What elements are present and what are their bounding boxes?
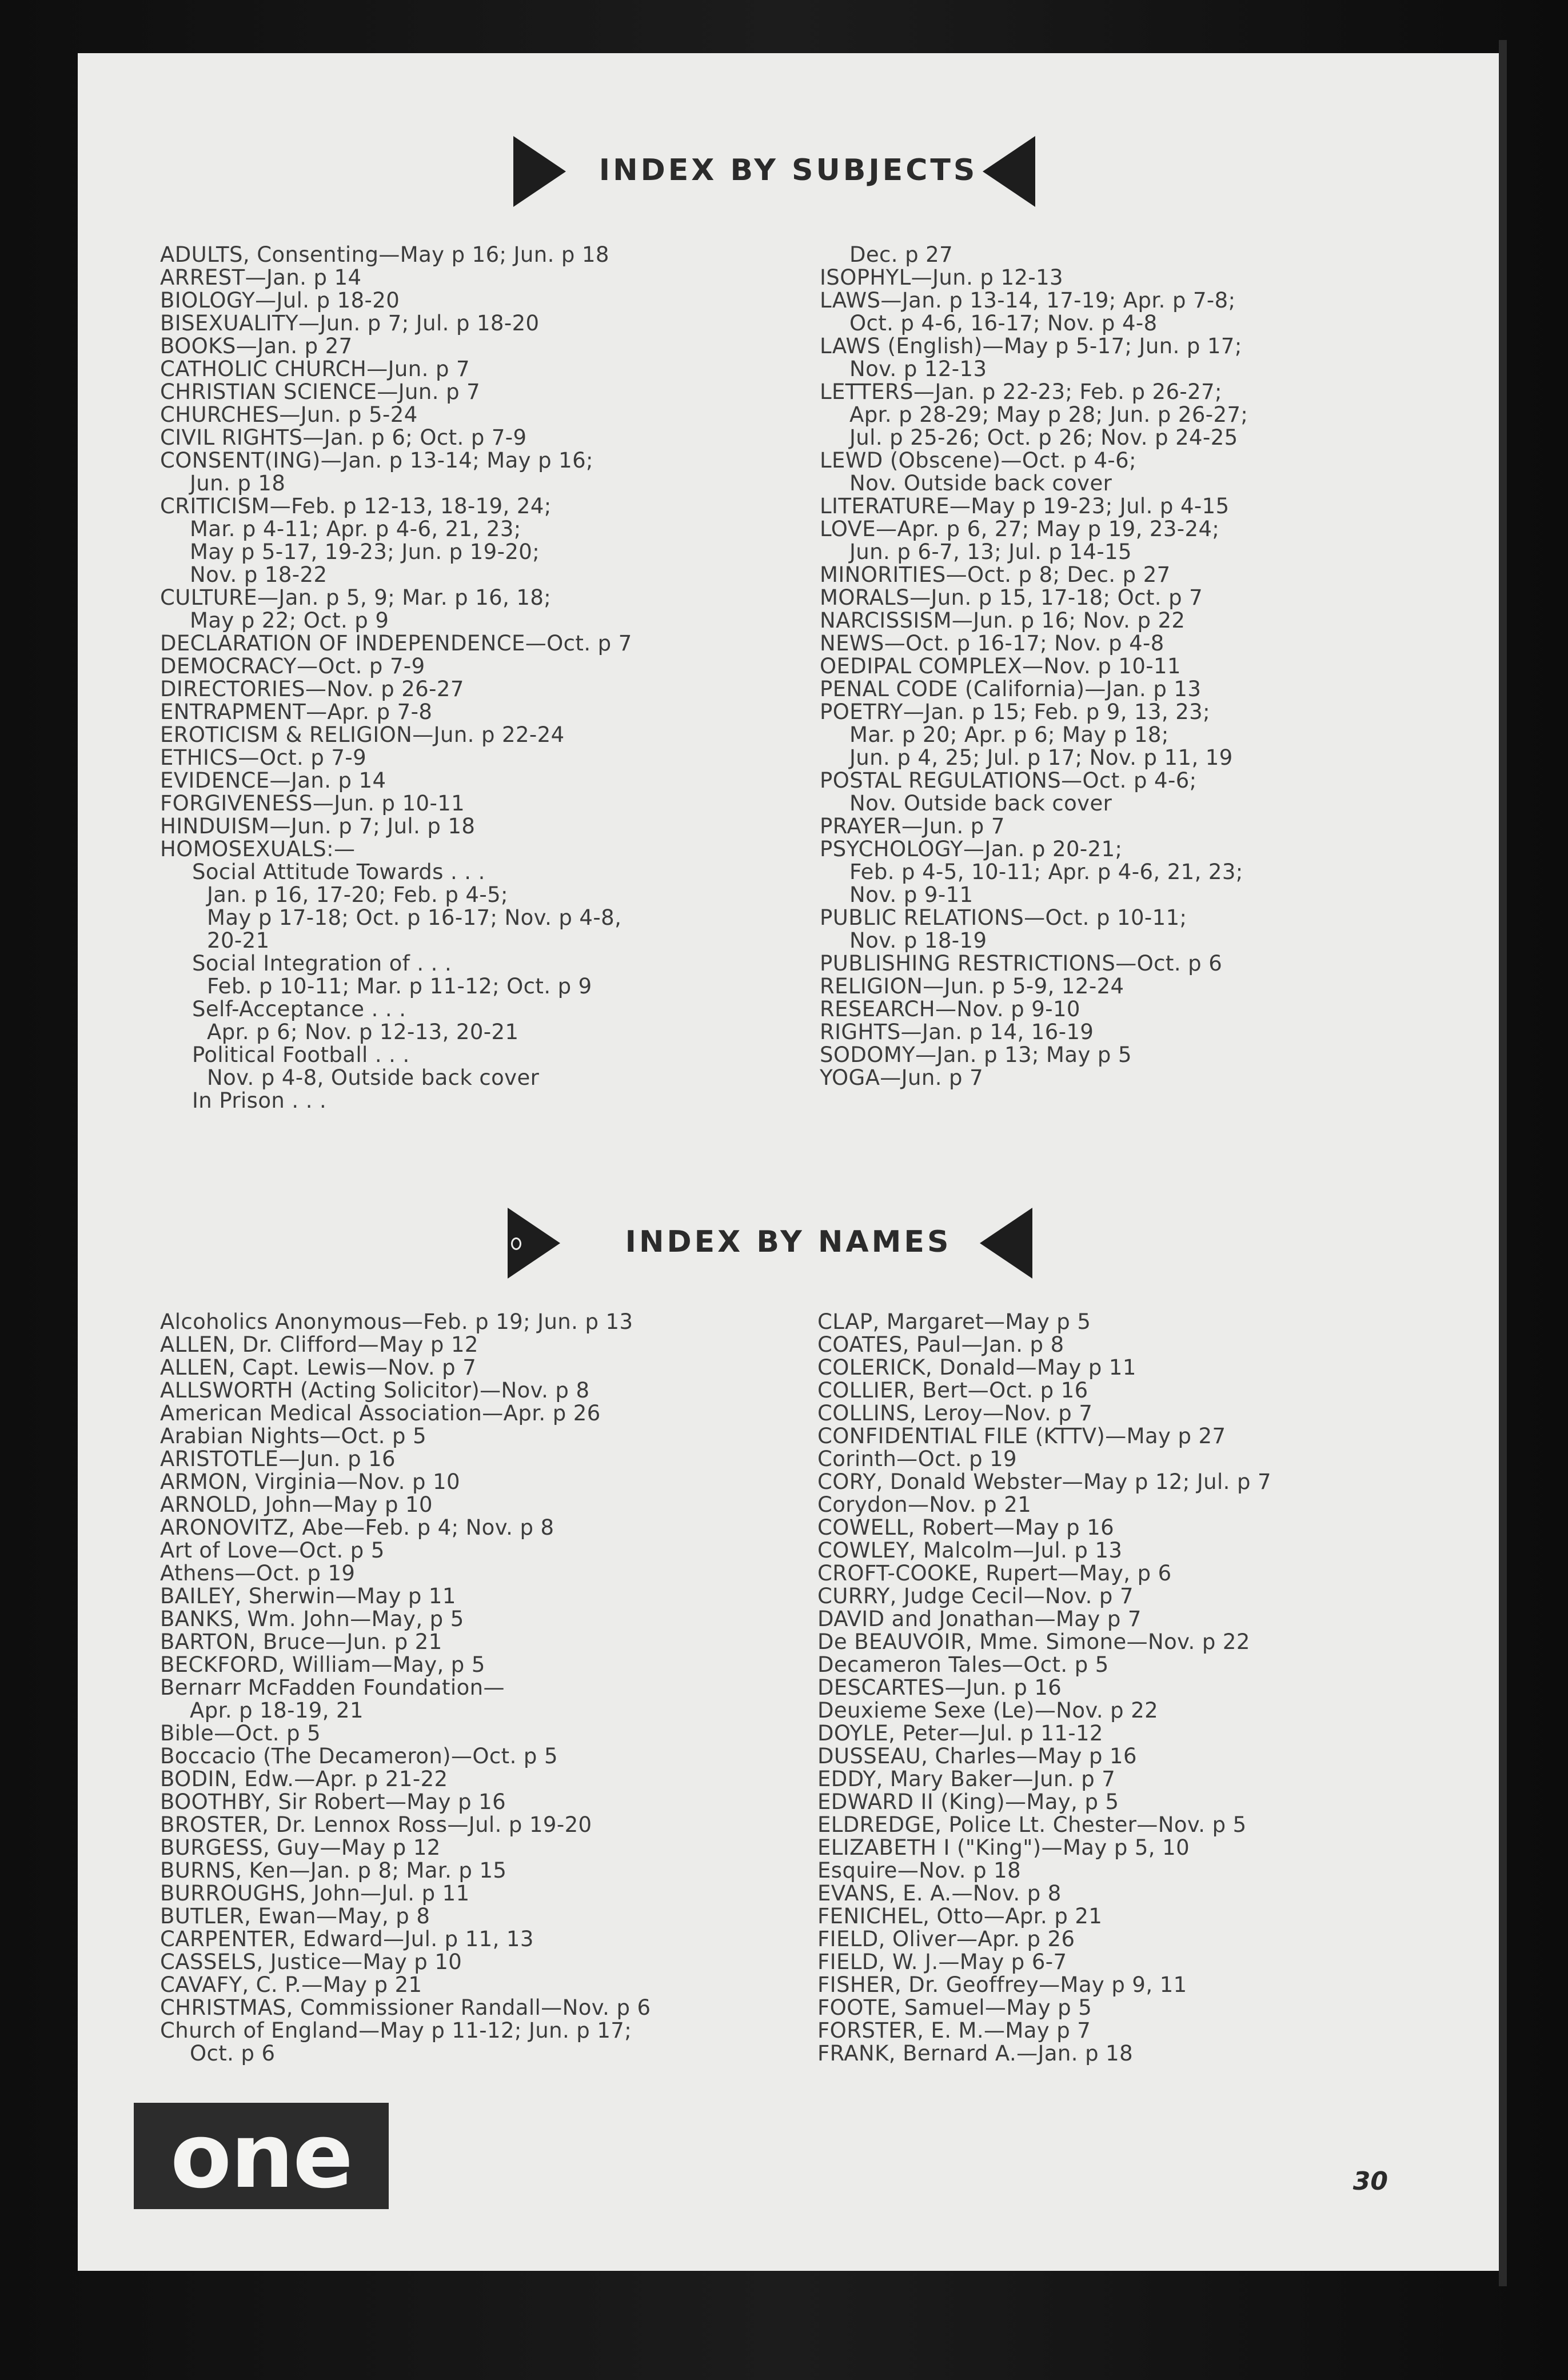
index-entry: Oct. p 6 [190, 2041, 276, 2066]
index-entry: BUTLER, Ewan—May, p 8 [160, 1904, 430, 1928]
index-entry: May p 17-18; Oct. p 16-17; Nov. p 4-8, [207, 905, 622, 930]
index-entry: CORY, Donald Webster—May p 12; Jul. p 7 [817, 1469, 1271, 1494]
index-entry: Corinth—Oct. p 19 [817, 1447, 1017, 1471]
index-entry: CATHOLIC CHURCH—Jun. p 7 [160, 357, 470, 381]
names-heading-label: INDEX BY NAMES [625, 1225, 952, 1259]
index-entry: Jun. p 6-7, 13; Jul. p 14-15 [849, 540, 1132, 564]
index-entry: ALLEN, Dr. Clifford—May p 12 [160, 1332, 478, 1357]
index-entry: Arabian Nights—Oct. p 5 [160, 1424, 427, 1448]
index-entry: FORSTER, E. M.—May p 7 [817, 2018, 1091, 2043]
index-entry: LAWS—Jan. p 13-14, 17-19; Apr. p 7-8; [820, 288, 1236, 313]
index-entry: CHRISTIAN SCIENCE—Jun. p 7 [160, 380, 481, 404]
index-entry: CAVAFY, C. P.—May p 21 [160, 1972, 422, 1997]
index-entry: Political Football . . . [192, 1043, 410, 1067]
index-entry: RESEARCH—Nov. p 9-10 [820, 997, 1080, 1021]
index-entry: BOOTHBY, Sir Robert—May p 16 [160, 1790, 506, 1814]
index-entry: CHURCHES—Jun. p 5-24 [160, 402, 418, 427]
index-entry: ISOPHYL—Jun. p 12-13 [820, 265, 1063, 290]
index-entry: DAVID and Jonathan—May p 7 [817, 1607, 1142, 1631]
index-entry: BOOKS—Jan. p 27 [160, 334, 353, 358]
index-entry: Nov. p 9-11 [849, 882, 973, 907]
index-entry: Bernarr McFadden Foundation— [160, 1675, 505, 1700]
index-entry: Art of Love—Oct. p 5 [160, 1538, 385, 1563]
index-entry: ADULTS, Consenting—May p 16; Jun. p 18 [160, 242, 609, 267]
index-entry: EROTICISM & RELIGION—Jun. p 22-24 [160, 722, 565, 747]
index-entry: Self-Acceptance . . . [192, 997, 406, 1021]
index-entry: BODIN, Edw.—Apr. p 21-22 [160, 1767, 448, 1791]
index-entry: Jun. p 18 [190, 471, 286, 496]
index-entry: BROSTER, Dr. Lennox Ross—Jul. p 19-20 [160, 1812, 592, 1837]
index-entry: FIELD, W. J.—May p 6-7 [817, 1950, 1067, 1974]
index-entry: LETTERS—Jan. p 22-23; Feb. p 26-27; [820, 380, 1222, 404]
index-entry: In Prison . . . [192, 1088, 327, 1113]
index-entry: CIVIL RIGHTS—Jan. p 6; Oct. p 7-9 [160, 425, 527, 450]
index-entry: Feb. p 4-5, 10-11; Apr. p 4-6, 21, 23; [849, 860, 1243, 884]
index-entry: BIOLOGY—Jul. p 18-20 [160, 288, 400, 313]
index-entry: Mar. p 20; Apr. p 6; May p 18; [849, 722, 1169, 747]
index-entry: BECKFORD, William—May, p 5 [160, 1652, 485, 1677]
index-entry: Bible—Oct. p 5 [160, 1721, 321, 1746]
index-entry: CHRISTMAS, Commissioner Randall—Nov. p 6 [160, 1995, 651, 2020]
index-entry: Jul. p 25-26; Oct. p 26; Nov. p 24-25 [849, 425, 1238, 450]
names-left-column [160, 1311, 651, 2065]
index-entry: CROFT-COOKE, Rupert—May, p 6 [817, 1561, 1172, 1586]
subjects-heading-arrow-left [983, 136, 1035, 207]
index-entry: COATES, Paul—Jan. p 8 [817, 1332, 1064, 1357]
index-entry: ALLEN, Capt. Lewis—Nov. p 7 [160, 1355, 477, 1380]
index-entry: Nov. p 12-13 [849, 357, 987, 381]
index-entry: Jun. p 4, 25; Jul. p 17; Nov. p 11, 19 [849, 745, 1233, 770]
index-entry: Deuxieme Sexe (Le)—Nov. p 22 [817, 1698, 1159, 1723]
index-entry: FRANK, Bernard A.—Jan. p 18 [817, 2041, 1134, 2066]
index-entry: NARCISSISM—Jun. p 16; Nov. p 22 [820, 608, 1186, 633]
index-entry: BARTON, Bruce—Jun. p 21 [160, 1630, 442, 1654]
subjects-right-column [820, 243, 1248, 1089]
index-entry: POSTAL REGULATIONS—Oct. p 4-6; [820, 768, 1197, 793]
index-entry: RELIGION—Jun. p 5-9, 12-24 [820, 974, 1124, 999]
index-entry: Apr. p 6; Nov. p 12-13, 20-21 [207, 1020, 519, 1044]
index-entry: LITERATURE—May p 19-23; Jul. p 4-15 [820, 494, 1230, 518]
index-entry: Nov. p 18-22 [190, 562, 328, 587]
index-page [78, 53, 1499, 2271]
index-entry: HINDUISM—Jun. p 7; Jul. p 18 [160, 814, 476, 838]
index-entry: Mar. p 4-11; Apr. p 4-6, 21, 23; [190, 517, 521, 541]
index-entry: CRITICISM—Feb. p 12-13, 18-19, 24; [160, 494, 552, 518]
index-entry: CONSENT(ING)—Jan. p 13-14; May p 16; [160, 448, 593, 473]
index-entry: May p 5-17, 19-23; Jun. p 19-20; [190, 540, 540, 564]
index-entry: NEWS—Oct. p 16-17; Nov. p 4-8 [820, 631, 1164, 656]
index-entry: Feb. p 10-11; Mar. p 11-12; Oct. p 9 [207, 974, 592, 999]
index-entry: FENICHEL, Otto—Apr. p 21 [817, 1904, 1103, 1928]
index-entry: May p 22; Oct. p 9 [190, 608, 389, 633]
index-entry: PUBLISHING RESTRICTIONS—Oct. p 6 [820, 951, 1223, 976]
index-entry: Decameron Tales—Oct. p 5 [817, 1652, 1109, 1677]
index-entry: PRAYER—Jun. p 7 [820, 814, 1005, 838]
index-entry: CULTURE—Jan. p 5, 9; Mar. p 16, 18; [160, 585, 552, 610]
index-entry: ARREST—Jan. p 14 [160, 265, 362, 290]
index-entry: PENAL CODE (California)—Jan. p 13 [820, 677, 1202, 701]
index-entry: LEWD (Obscene)—Oct. p 4-6; [820, 448, 1136, 473]
index-entry: LAWS (English)—May p 5-17; Jun. p 17; [820, 334, 1242, 358]
index-entry: ELDREDGE, Police Lt. Chester—Nov. p 5 [817, 1812, 1247, 1837]
index-entry: Athens—Oct. p 19 [160, 1561, 356, 1586]
index-entry: FISHER, Dr. Geoffrey—May p 9, 11 [817, 1972, 1187, 1997]
index-entry: Jan. p 16, 17-20; Feb. p 4-5; [207, 882, 508, 907]
index-entry: EDDY, Mary Baker—Jun. p 7 [817, 1767, 1116, 1791]
index-entry: BISEXUALITY—Jun. p 7; Jul. p 18-20 [160, 311, 540, 336]
index-entry: ETHICS—Oct. p 7-9 [160, 745, 367, 770]
index-entry: POETRY—Jan. p 15; Feb. p 9, 13, 23; [820, 700, 1210, 724]
index-entry: DEMOCRACY—Oct. p 7-9 [160, 654, 425, 678]
index-entry: Alcoholics Anonymous—Feb. p 19; Jun. p 13 [160, 1309, 633, 1334]
index-entry: Nov. p 18-19 [849, 928, 987, 953]
index-entry: FIELD, Oliver—Apr. p 26 [817, 1927, 1075, 1951]
subjects-heading-label: INDEX BY SUBJECTS [599, 153, 978, 187]
index-entry: American Medical Association—Apr. p 26 [160, 1401, 601, 1425]
index-entry: Corydon—Nov. p 21 [817, 1492, 1032, 1517]
index-entry: DESCARTES—Jun. p 16 [817, 1675, 1062, 1700]
index-entry: DUSSEAU, Charles—May p 16 [817, 1744, 1137, 1768]
index-entry: COWLEY, Malcolm—Jul. p 13 [817, 1538, 1123, 1563]
index-entry: ARISTOTLE—Jun. p 16 [160, 1447, 396, 1471]
index-entry: BANKS, Wm. John—May, p 5 [160, 1607, 464, 1631]
index-entry: ALLSWORTH (Acting Solicitor)—Nov. p 8 [160, 1378, 590, 1403]
index-entry: CARPENTER, Edward—Jul. p 11, 13 [160, 1927, 534, 1951]
index-entry: PSYCHOLOGY—Jan. p 20-21; [820, 837, 1123, 861]
index-entry: EDWARD II (King)—May, p 5 [817, 1790, 1119, 1814]
names-heading-arrow-left [980, 1208, 1032, 1279]
index-entry: Oct. p 4-6, 16-17; Nov. p 4-8 [849, 311, 1158, 336]
index-entry: EVANS, E. A.—Nov. p 8 [817, 1881, 1062, 1906]
index-entry: SODOMY—Jan. p 13; May p 5 [820, 1043, 1132, 1067]
index-entry: ARMON, Virginia—Nov. p 10 [160, 1469, 460, 1494]
index-entry: Esquire—Nov. p 18 [817, 1858, 1022, 1883]
index-entry: DIRECTORIES—Nov. p 26-27 [160, 677, 464, 701]
names-heading [78, 1223, 1499, 1259]
index-entry: ENTRAPMENT—Apr. p 7-8 [160, 700, 433, 724]
index-entry: Nov. p 4-8, Outside back cover [207, 1065, 540, 1090]
index-entry: 20-21 [207, 928, 270, 953]
index-entry: COLLIER, Bert—Oct. p 16 [817, 1378, 1088, 1403]
index-entry: FOOTE, Samuel—May p 5 [817, 1995, 1092, 2020]
index-entry: DOYLE, Peter—Jul. p 11-12 [817, 1721, 1103, 1746]
index-entry: DECLARATION OF INDEPENDENCE—Oct. p 7 [160, 631, 632, 656]
index-entry: COLLINS, Leroy—Nov. p 7 [817, 1401, 1093, 1425]
index-entry: OEDIPAL COMPLEX—Nov. p 10-11 [820, 654, 1181, 678]
index-entry: ARONOVITZ, Abe—Feb. p 4; Nov. p 8 [160, 1515, 554, 1540]
index-entry: BURROUGHS, John—Jul. p 11 [160, 1881, 470, 1906]
index-entry: HOMOSEXUALS:— [160, 837, 356, 861]
index-entry: CURRY, Judge Cecil—Nov. p 7 [817, 1584, 1134, 1608]
index-entry: ELIZABETH I ("King")—May p 5, 10 [817, 1835, 1190, 1860]
page-edge [1499, 40, 1507, 2286]
page-number: 30 [1352, 2167, 1388, 2196]
index-entry: RIGHTS—Jan. p 14, 16-19 [820, 1020, 1094, 1044]
index-entry: LOVE—Apr. p 6, 27; May p 19, 23-24; [820, 517, 1220, 541]
index-entry: ARNOLD, John—May p 10 [160, 1492, 433, 1517]
index-entry: Boccacio (The Decameron)—Oct. p 5 [160, 1744, 558, 1768]
index-entry: Dec. p 27 [849, 242, 953, 267]
index-entry: MINORITIES—Oct. p 8; Dec. p 27 [820, 562, 1171, 587]
index-entry: YOGA—Jun. p 7 [820, 1065, 984, 1090]
index-entry: Nov. Outside back cover [849, 471, 1112, 496]
subjects-left-column [160, 243, 632, 1112]
index-entry: BAILEY, Sherwin—May p 11 [160, 1584, 456, 1608]
index-entry: CONFIDENTIAL FILE (KTTV)—May p 27 [817, 1424, 1226, 1448]
index-entry: Apr. p 18-19, 21 [190, 1698, 364, 1723]
index-entry: EVIDENCE—Jan. p 14 [160, 768, 386, 793]
names-right-column [817, 1311, 1271, 2065]
index-entry: MORALS—Jun. p 15, 17-18; Oct. p 7 [820, 585, 1203, 610]
index-entry: PUBLIC RELATIONS—Oct. p 10-11; [820, 905, 1187, 930]
index-entry: CLAP, Margaret—May p 5 [817, 1309, 1091, 1334]
index-entry: FORGIVENESS—Jun. p 10-11 [160, 791, 465, 816]
index-entry: Apr. p 28-29; May p 28; Jun. p 26-27; [849, 402, 1248, 427]
one-magazine-logo: one [134, 2103, 389, 2209]
subjects-heading [78, 151, 1499, 187]
index-entry: Social Integration of . . . [192, 951, 452, 976]
index-entry: COWELL, Robert—May p 16 [817, 1515, 1115, 1540]
index-entry: BURGESS, Guy—May p 12 [160, 1835, 441, 1860]
index-entry: CASSELS, Justice—May p 10 [160, 1950, 462, 1974]
index-entry: Social Attitude Towards . . . [192, 860, 485, 884]
index-entry: BURNS, Ken—Jan. p 8; Mar. p 15 [160, 1858, 507, 1883]
index-entry: COLERICK, Donald—May p 11 [817, 1355, 1136, 1380]
index-entry: Church of England—May p 11-12; Jun. p 17; [160, 2018, 632, 2043]
index-entry: De BEAUVOIR, Mme. Simone—Nov. p 22 [817, 1630, 1250, 1654]
index-entry: Nov. Outside back cover [849, 791, 1112, 816]
